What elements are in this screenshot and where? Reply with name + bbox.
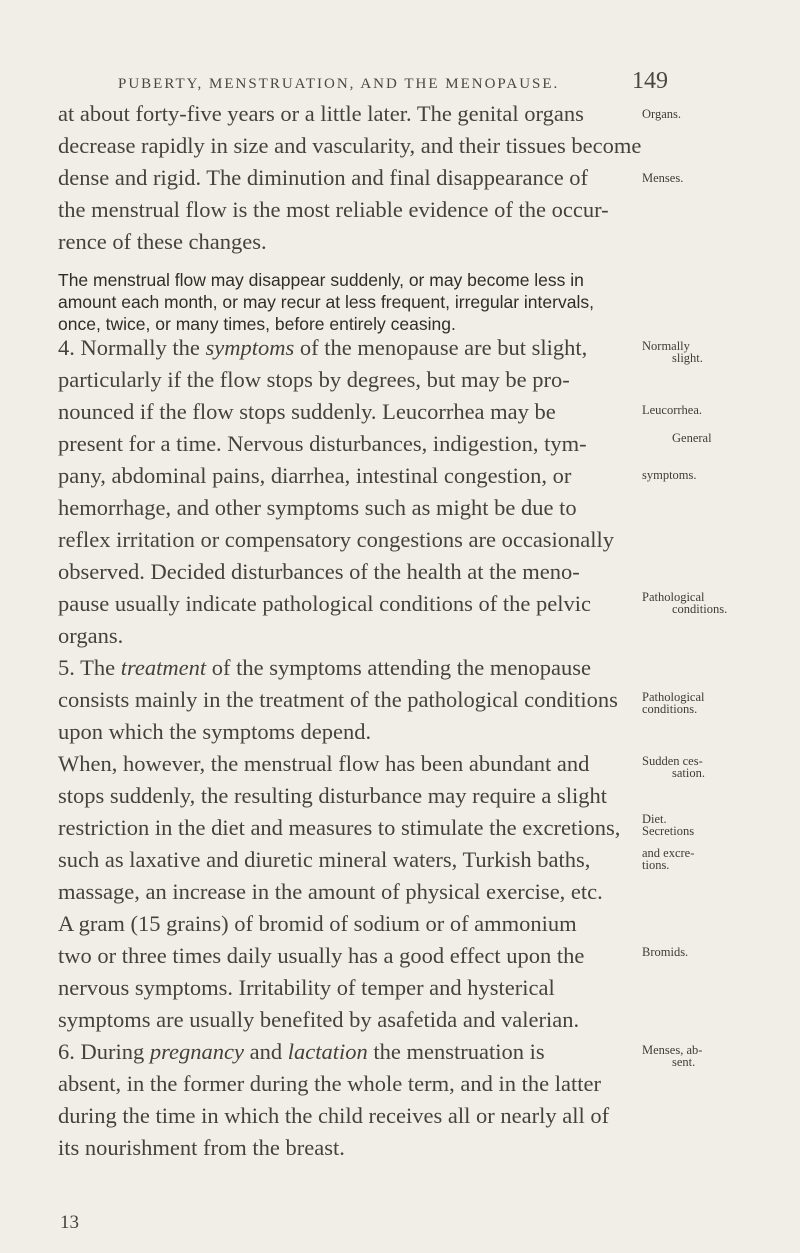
margin-note: Pathological xyxy=(642,590,705,604)
section-5-lead: 5. The xyxy=(58,655,121,680)
section-4-lead: 4. Normally the xyxy=(58,335,206,360)
text-line xyxy=(58,1038,545,1066)
margin-note: Pathological xyxy=(642,690,705,704)
text-line: A gram (15 grains) of bromid of sodium or of ammonium xyxy=(58,911,577,936)
margin-note: and excre- xyxy=(642,846,695,860)
margin-note: Secretions xyxy=(642,824,695,838)
section-5-emphasis: treatment xyxy=(120,655,207,680)
text-line: pause usually indicate pathological conditions of the pelvic xyxy=(58,591,591,616)
text-line: When, however, the menstrual flow has been abundant and xyxy=(58,751,590,776)
text-line: dense and rigid. The diminution and final disappearance of xyxy=(58,165,589,190)
margin-note: sation. xyxy=(672,766,705,780)
text-line: during the time in which the child receives all or nearly all of xyxy=(58,1103,610,1128)
margin-note: General xyxy=(672,431,712,445)
text-line: hemorrhage, and other symptoms such as might be due to xyxy=(58,495,577,520)
text-line: nounced if the flow stops suddenly. Leucorrhea may be xyxy=(58,399,556,424)
margin-note: symptoms. xyxy=(642,468,697,482)
signature-mark: 13 xyxy=(60,1212,79,1233)
section-4-rest: of the menopause are but slight, xyxy=(294,335,588,360)
section-6-lead: 6. During xyxy=(58,1039,150,1064)
text-line: stops suddenly, the resulting disturbance may require a slight xyxy=(58,783,608,808)
text-line: observed. Decided disturbances of the health at the meno- xyxy=(58,559,580,584)
section-6-mid: and xyxy=(244,1039,288,1064)
margin-note: Leucorrhea. xyxy=(642,403,703,417)
margin-note: Bromids. xyxy=(642,945,689,959)
section-6-emphasis-1: pregnancy xyxy=(149,1039,245,1064)
text-line: upon which the symptoms depend. xyxy=(58,719,372,744)
text-line: reflex irritation or compensatory congestions are occasionally xyxy=(58,527,615,552)
section-6-emphasis-2: lactation xyxy=(287,1039,368,1064)
text-line: consists mainly in the treatment of the pathological conditions xyxy=(58,687,618,712)
margin-note: Normally xyxy=(642,339,690,353)
text-line: at about forty-five years or a little later. The genital organs xyxy=(58,101,584,126)
text-line: decrease rapidly in size and vascularity, and their tissues become xyxy=(58,133,642,158)
margin-note: sent. xyxy=(672,1055,696,1069)
margin-note: Organs. xyxy=(642,107,682,121)
text-line: restriction in the diet and measures to stimulate the excretions, xyxy=(58,815,621,840)
text-line: rence of these changes. xyxy=(58,229,267,254)
margin-note: Menses, ab- xyxy=(642,1043,703,1057)
margin-note: Menses. xyxy=(642,171,684,185)
text-line: The menstrual flow may disappear suddenly, or may become less in xyxy=(58,270,584,290)
running-head-title: PUBERTY, MENSTRUATION, AND THE MENOPAUSE. xyxy=(118,76,560,92)
margin-note: Sudden ces- xyxy=(642,754,703,768)
text-line: present for a time. Nervous disturbances, indigestion, tym- xyxy=(58,431,587,456)
text-line: two or three times daily usually has a good effect upon the xyxy=(58,943,585,968)
text-line: such as laxative and diuretic mineral waters, Turkish baths, xyxy=(58,847,591,872)
text-line: particularly if the flow stops by degrees, but may be pro- xyxy=(58,367,570,392)
text-line: organs. xyxy=(58,623,124,648)
text-line: massage, an increase in the amount of physical exercise, etc. xyxy=(58,879,603,904)
text-line: absent, in the former during the whole term, and in the latter xyxy=(58,1071,601,1096)
margin-note: tions. xyxy=(642,858,670,872)
margin-note: Diet. xyxy=(642,812,667,826)
text-line: its nourishment from the breast. xyxy=(58,1135,345,1160)
text-line: symptoms are usually benefited by asafetida and valerian. xyxy=(58,1007,580,1032)
margin-note: slight. xyxy=(672,351,703,365)
section-5-rest: of the symptoms attending the menopause xyxy=(206,655,592,680)
margin-note: conditions. xyxy=(642,702,698,716)
text-line xyxy=(58,654,591,682)
text-line: pany, abdominal pains, diarrhea, intestinal congestion, or xyxy=(58,463,572,488)
text-line: the menstrual flow is the most reliable evidence of the occur- xyxy=(58,197,609,222)
text-line: amount each month, or may recur at less frequent, irregular intervals, xyxy=(58,292,594,312)
text-line: once, twice, or many times, before entirely ceasing. xyxy=(58,314,456,334)
margin-note: conditions. xyxy=(672,602,728,616)
section-4-emphasis: symptoms xyxy=(205,335,295,360)
page-number: 149 xyxy=(632,68,668,94)
section-6-rest: the menstruation is xyxy=(367,1039,545,1064)
text-line: nervous symptoms. Irritability of temper and hysterical xyxy=(58,975,555,1000)
text-line xyxy=(58,334,587,362)
